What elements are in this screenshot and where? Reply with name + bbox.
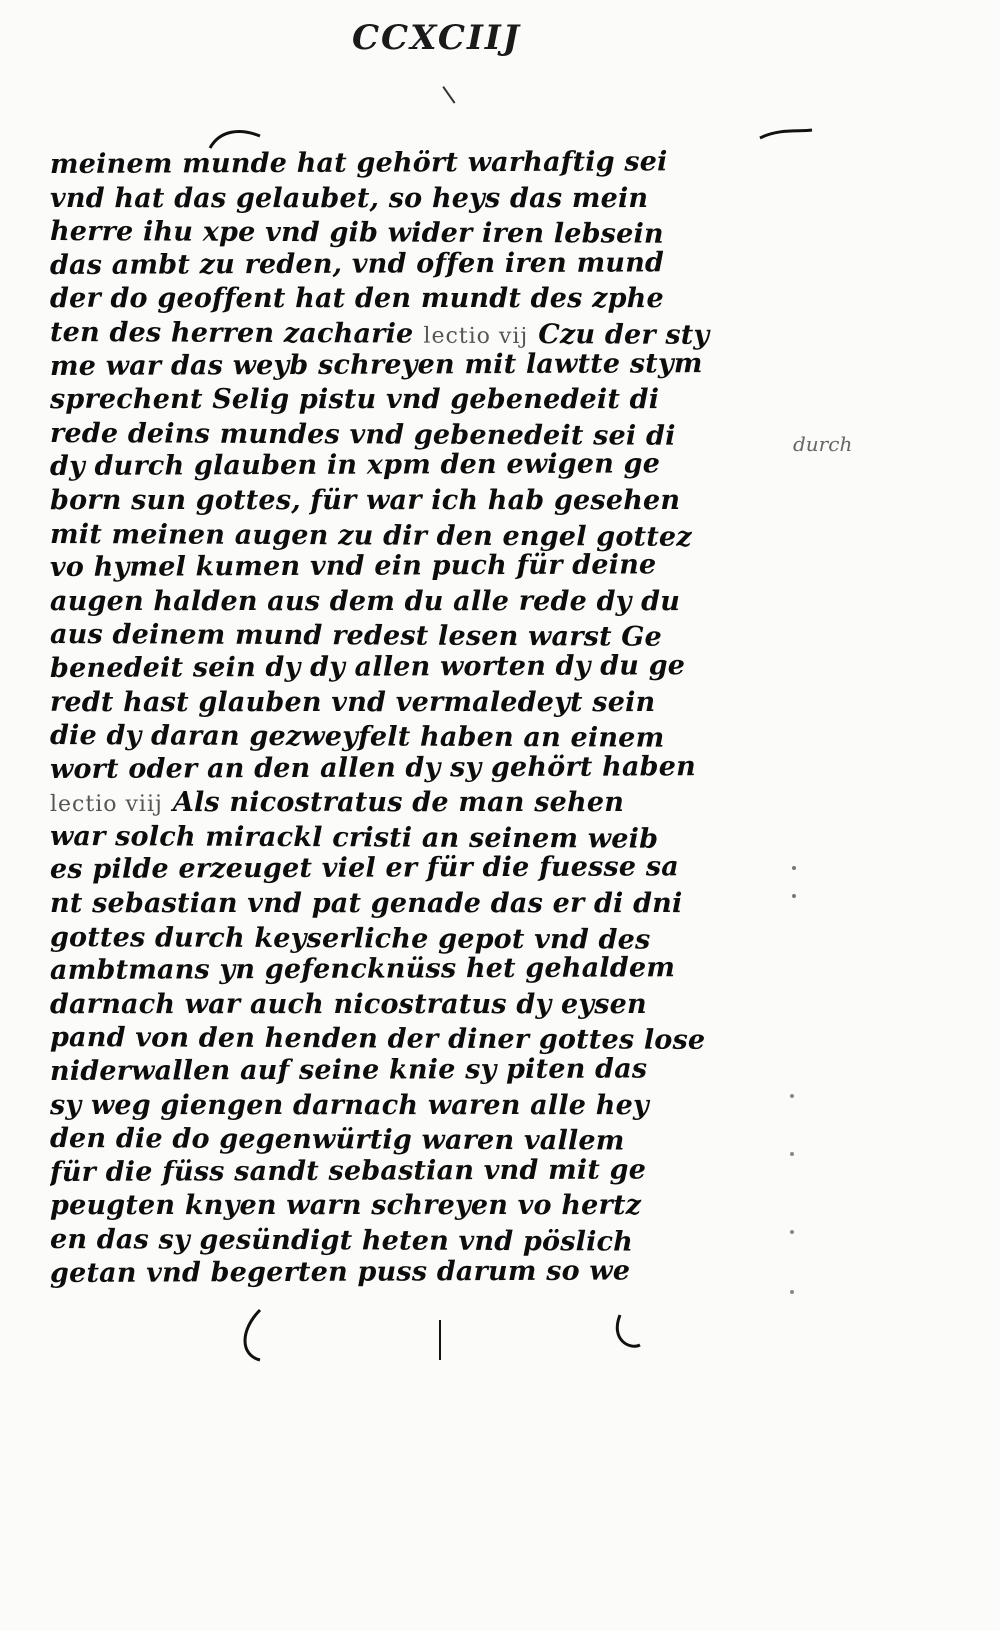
text-line-main: gottes durch keyserliche gepot vnd des (49, 921, 651, 956)
text-line-main: das ambt zu reden, vnd offen iren mund (49, 247, 665, 281)
folio-mark (442, 80, 463, 103)
text-line-main: rede deins mundes vnd gebenedeit sei di (49, 417, 676, 452)
text-line (50, 585, 810, 619)
marginal-note: durch (793, 432, 853, 456)
text-line (50, 1189, 810, 1223)
manuscript-text (50, 148, 810, 1290)
text-line-main: mit meinen augen zu dir den engel gottez (49, 518, 692, 553)
text-line (50, 887, 810, 921)
text-line-main: war solch mirackl cristi an seinem weib (49, 820, 659, 855)
text-line-main: darnach war auch nicostratus dy eysen (50, 988, 647, 1020)
text-line-main: für die füss sandt sebastian vnd mit ge (49, 1154, 647, 1188)
text-line (50, 988, 810, 1022)
text-line (50, 1253, 810, 1290)
text-line (50, 548, 810, 585)
text-line-main: niderwallen auf seine knie sy piten das (49, 1053, 648, 1088)
text-line-main: redt hast glauben vnd vermaledeyt sein (50, 686, 656, 718)
text-line (50, 850, 810, 887)
text-line-main: getan vnd begerten puss darum so we (49, 1255, 631, 1289)
bottom-descender-flourish (240, 1300, 700, 1370)
text-line-main: me war das weyb schreyen mit lawtte stym (49, 347, 703, 382)
text-line (50, 245, 810, 282)
text-line-main: vnd hat das gelaubet, so heys das mein (50, 182, 649, 214)
text-line-main: herre ihu xpe vnd gib wider iren lebsein (49, 216, 664, 250)
text-line (50, 447, 810, 484)
text-line-main: augen halden aus dem du alle rede dy du (50, 585, 681, 617)
text-line-main: dy durch glauben in xpm den ewigen ge (49, 448, 661, 483)
text-line-main: ten des herren zacharie (49, 316, 414, 350)
text-line (50, 383, 810, 417)
text-line (50, 484, 810, 518)
text-line (50, 346, 810, 383)
lectio-rubric: lectio viij (50, 792, 163, 818)
text-line-main: der do geoffent hat den mundt des zphe (50, 283, 664, 315)
text-line (50, 951, 810, 988)
text-line (50, 786, 810, 820)
text-line (50, 1052, 810, 1089)
text-line-main: es pilde erzeuget viel er für die fuesse sa (49, 851, 680, 886)
text-line (50, 749, 810, 786)
text-line-main: den die do gegenwürtig waren vallem (49, 1123, 625, 1157)
text-line-main: born sun gottes, für war ich hab gesehen (50, 484, 681, 516)
text-line-main: benedeit sein dy dy allen worten dy du ge (49, 650, 686, 684)
text-line-main: wort oder an den allen dy sy gehört haben (49, 750, 696, 785)
text-line (50, 282, 810, 316)
text-line-main: sprechent Selig pistu vnd gebenedeit di (50, 384, 660, 416)
text-line-main: pand von den henden der diner gottes lose (49, 1022, 706, 1057)
text-line-main: vo hymel kumen vnd ein puch für deine (49, 549, 657, 584)
text-line (50, 1152, 810, 1189)
text-line (50, 1089, 810, 1123)
text-line (50, 145, 810, 182)
text-line-main: en das sy gesündigt heten vnd pöslich (49, 1224, 634, 1258)
text-line-main: meinem munde hat gehört warhaftig sei (49, 146, 668, 180)
text-line-main: sy weg giengen darnach waren alle hey (50, 1089, 649, 1121)
text-line-main: die dy daran gezweyfelt haben an einem (49, 720, 665, 754)
text-line (50, 182, 810, 216)
text-line-tail: Czu der sty (538, 319, 710, 351)
folio-number: CCXCIIJ (352, 18, 521, 58)
lectio-rubric: lectio vij (423, 323, 529, 350)
text-line (50, 649, 810, 686)
margin-marks (788, 860, 800, 1300)
text-line-main: peugten knyen warn schreyen vo hertz (50, 1190, 642, 1222)
text-line-tail: Als nicostratus de man sehen (172, 787, 625, 819)
text-line-main: ambtmans yn gefencknüss het gehaldem (49, 952, 676, 987)
text-line (50, 686, 810, 720)
text-line-main: aus deinem mund redest lesen warst Ge (49, 619, 663, 653)
text-line-main: nt sebastian vnd pat genade das er di dni (50, 888, 683, 920)
